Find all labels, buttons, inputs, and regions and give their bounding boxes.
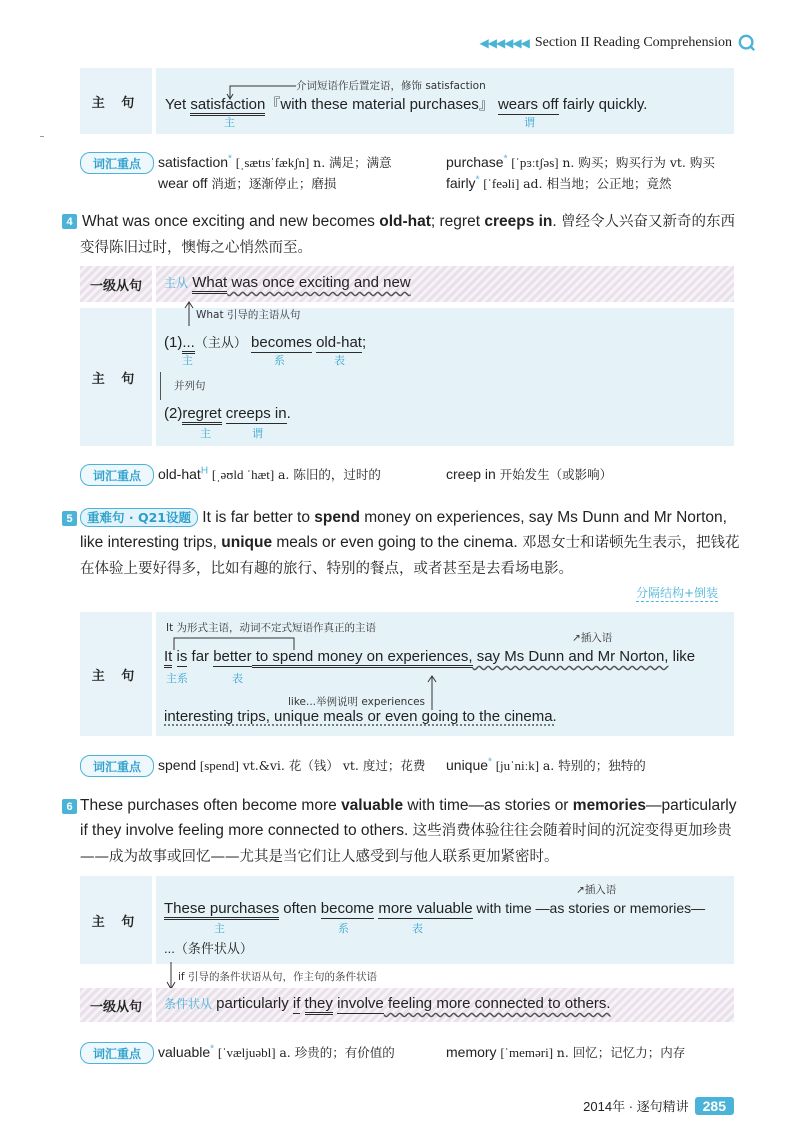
box4-sub-content: 条件状从 particularly if they involve feeling more connected to others. <box>156 988 734 1022</box>
up-arrow-icon <box>426 674 438 710</box>
vocab-item: memory [ˈmeməri] n. 回忆；记忆力；内存 <box>446 1044 686 1060</box>
vocab-item: spend [spend] vt.&vi. 花（钱） vt. 度过；花费 <box>158 757 426 773</box>
box3-label: 主 句 <box>80 612 152 736</box>
sentence-5: 重难句 · Q21设题 It is far better to spend money on experiences, say Ms Dunn and Mr Norton, like interesting trips, unique meals or even going to the cinema. 邓恩女士和诺顿先生表示，把钱花在体验上要好得多，比如有趣的旅行、特别的餐点，或者甚至是去看场电影。 <box>80 509 740 577</box>
sentence-number: 5 <box>62 511 77 526</box>
box1-sentence: Yet satisfaction『with these material purchases』 wears off fairly quickly. <box>165 93 647 114</box>
page-header <box>479 34 756 52</box>
page-footer <box>583 1096 734 1115</box>
box1-content <box>156 68 734 134</box>
box2-sub-label: 一级从句 <box>80 266 152 302</box>
sentence-6: These purchases often become more valuable with time—as stories or memories—particularly if they involve feeling more connected to others. 这些消费体验往往会随着时间的沉淀变得更加珍贵——成为故事或回忆——尤其是当它们让人感受到与他人联系更加紧密时。 <box>80 797 737 865</box>
vocab-item: creep in 开始发生（或影响） <box>446 466 613 482</box>
box4-main-content: ↗插入语 These purchases often become more valuable with time —as stories or memories— 主 系 表 ...（条件状从） <box>156 876 734 964</box>
box2-sub-content: 主从 What was once exciting and new <box>156 266 734 302</box>
vocab-tag: 词汇重点 <box>80 152 154 174</box>
subject: satisfaction <box>190 96 265 116</box>
footer-text: 2014年 · 逐句精讲 <box>583 1099 689 1114</box>
vocab-tag: 词汇重点 <box>80 1042 154 1064</box>
clause-tag: 条件状从 <box>164 997 213 1011</box>
box2-main-content: What 引导的主语从句 (1)...（主从） becomes old-hat; 主 系 表 并列句 (2)regret creeps in. 主 谓 <box>156 308 734 446</box>
up-arrow-icon <box>182 300 196 326</box>
vocab-item: unique* [juˈniːk] a. 特别的；独特的 <box>446 756 646 773</box>
chevron-left-icon: ◀◀◀◀◀◀ <box>479 36 529 50</box>
clause-tag: 主从 <box>164 276 189 290</box>
sentence-number: 4 <box>62 214 77 229</box>
vocab-item: wear off 消逝；逐渐停止；磨损 <box>158 175 337 191</box>
structure-tag: 分隔结构+倒装 <box>636 586 719 600</box>
difficulty-badge: 重难句 · Q21设题 <box>80 508 198 527</box>
vocab-item: fairly* [ˈfeəli] ad. 相当地；公正地；竟然 <box>446 174 672 191</box>
box4-label: 主 句 <box>80 876 152 964</box>
vocab-item: purchase* [ˈpɜːtʃəs] n. 购买；购买行为 vt. 购买 <box>446 153 715 170</box>
vocab-item: old-hat$^H$ [ˌəʊld ˈhæt] a. 陈旧的，过时的 <box>158 465 381 482</box>
sentence-4: What was once exciting and new becomes old-hat; regret creeps in. 曾经令人兴奋又新奇的东西变得陈旧过时，懊悔之心悄然而至。 <box>80 213 736 256</box>
section-title: Section II Reading Comprehension <box>534 35 732 50</box>
role-predicate: 谓 <box>524 116 535 129</box>
box4-sub-label: 一级从句 <box>80 988 152 1022</box>
page-number: 285 <box>695 1097 734 1115</box>
vocab-tag: 词汇重点 <box>80 464 154 486</box>
sentence-number: 6 <box>62 799 77 814</box>
box1-note: 介词短语作后置定语，修饰 satisfaction <box>296 80 486 92</box>
margin-tick <box>40 136 44 137</box>
role-subject: 主 <box>224 116 235 129</box>
vocab-item: valuable* [ˈvæljuəbl] a. 珍贵的；有价值的 <box>158 1043 395 1060</box>
vocab-tag: 词汇重点 <box>80 755 154 777</box>
box2-main-label: 主 句 <box>80 308 152 446</box>
predicate: wears off <box>497 96 559 113</box>
vocab-item: satisfaction* [ˌsætɪsˈfækʃn] n. 满足；满意 <box>158 153 392 170</box>
search-icon <box>738 34 756 52</box>
box1-label: 主 句 <box>80 68 152 134</box>
box3-content: It 为形式主语，动词不定式短语作真正的主语 ↗插入语 It is far better to spend money on experiences, say Ms Dunn and Mr Norton, like 主系 表 like...举例说明 experiences interesting trips, unique meals or even going to the cinema. <box>156 612 734 736</box>
